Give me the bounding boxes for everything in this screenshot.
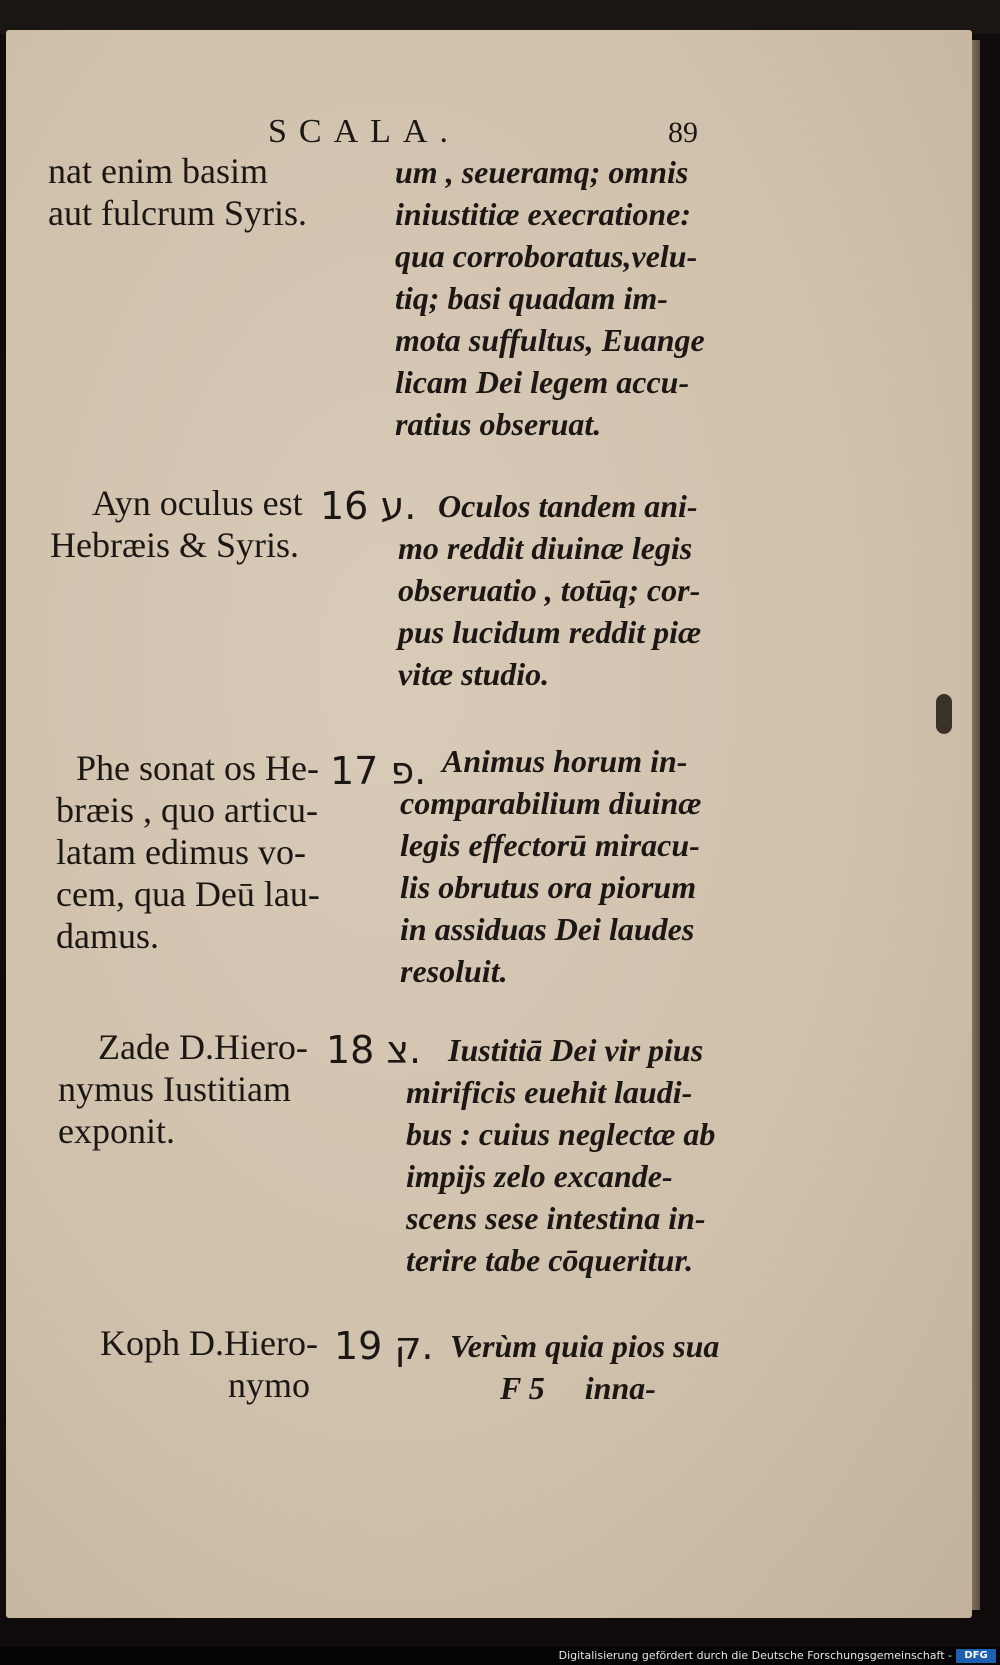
entry-3-right-line-3: impijs zelo excande- [406,1158,673,1194]
entry-0-right-line-2: qua corroboratus,velu- [395,238,698,274]
entry-2-right-line-2: legis effectorū miracu- [400,827,700,863]
entry-2-right-line-4: in assiduas Dei laudes [400,911,695,947]
entry-2-left-line-2: latam edimus vo- [56,832,306,872]
scan-top-band [0,0,1000,34]
entry-2-left-line-3: cem, qua Deū lau- [56,874,320,914]
entry-0-right-line-4: mota suffultus, Euange [395,322,705,358]
entry-1-left-line-1: Hebræis & Syris. [50,525,300,565]
entry-1-left-line-0: Ayn oculus est [92,483,303,523]
entry-0-right-line-6: ratius obseruat. [395,406,602,442]
entry-3-left-line-1: nymus Iustitiam [58,1069,291,1109]
entry-1-right-line-2: obseruatio , totūq; cor- [398,572,701,608]
entry-4-right-line-1: F 5 inna- [500,1370,656,1406]
entry-0-right-line-1: iniustitiæ execratione: [395,196,691,232]
entry-2-right-line-5: resoluit. [400,953,508,989]
entry-0-right-line-0: um , seueramq; omnis [395,154,689,190]
entry-2-right-line-0: Animus horum in- [442,743,688,779]
entry-3-marker: צ 18. [326,1028,422,1072]
entry-1-marker: ע 16. [320,484,417,528]
entry-2-right-line-1: comparabilium diuinæ [400,785,702,821]
entry-2-left-line-1: bræis , quo articu- [56,790,318,830]
entry-3-right-line-5: terire tabe cōqueritur. [406,1242,694,1278]
entry-4-left-line-1: nymo [228,1365,311,1405]
page-number: 89 [668,116,698,149]
entry-3-right-line-1: mirificis euehit laudi- [406,1074,693,1110]
entry-3-right-line-0: Iustitiā Dei vir pius [448,1032,704,1068]
entry-3-left-line-2: exponit. [58,1111,175,1151]
entry-1-right-line-0: Oculos tandem ani- [438,488,698,524]
entry-3-right-line-2: bus : cuius neglectæ ab [406,1116,716,1152]
funding-credit: Digitalisierung gefördert durch die Deutsche Forschungsgemeinschaft - [558,1649,952,1662]
entry-0-right-line-5: licam Dei legem accu- [395,364,690,400]
running-head: SCALA. [268,113,460,150]
dfg-logo: DFG [956,1649,996,1663]
entry-0-left-line-1: aut fulcrum Syris. [48,193,307,233]
entry-1-right-line-3: pus lucidum reddit piæ [398,614,702,650]
entry-1-right-line-4: vitæ studio. [398,656,550,692]
entry-1-right-line-1: mo reddit diuinæ legis [398,530,693,566]
entry-4-left-line-0: Koph D.Hiero- [100,1323,318,1363]
entry-2-marker: פ 17. [330,749,427,793]
entry-2-left-line-0: Phe sonat os He- [76,748,319,788]
entry-3-right-line-4: scens sese intestina in- [406,1200,706,1236]
entry-2-right-line-3: lis obrutus ora piorum [400,869,697,905]
entry-4-right-line-0: Verùm quia pios sua [450,1328,720,1364]
page-stain [936,694,952,734]
entry-3-left-line-0: Zade D.Hiero- [98,1027,308,1067]
entry-0-left-line-0: nat enim basim [48,151,268,191]
entry-0-right-line-3: tiq; basi quadam im- [395,280,668,316]
entry-4-marker: ק 19. [334,1324,434,1368]
entry-2-left-line-4: damus. [56,916,159,956]
